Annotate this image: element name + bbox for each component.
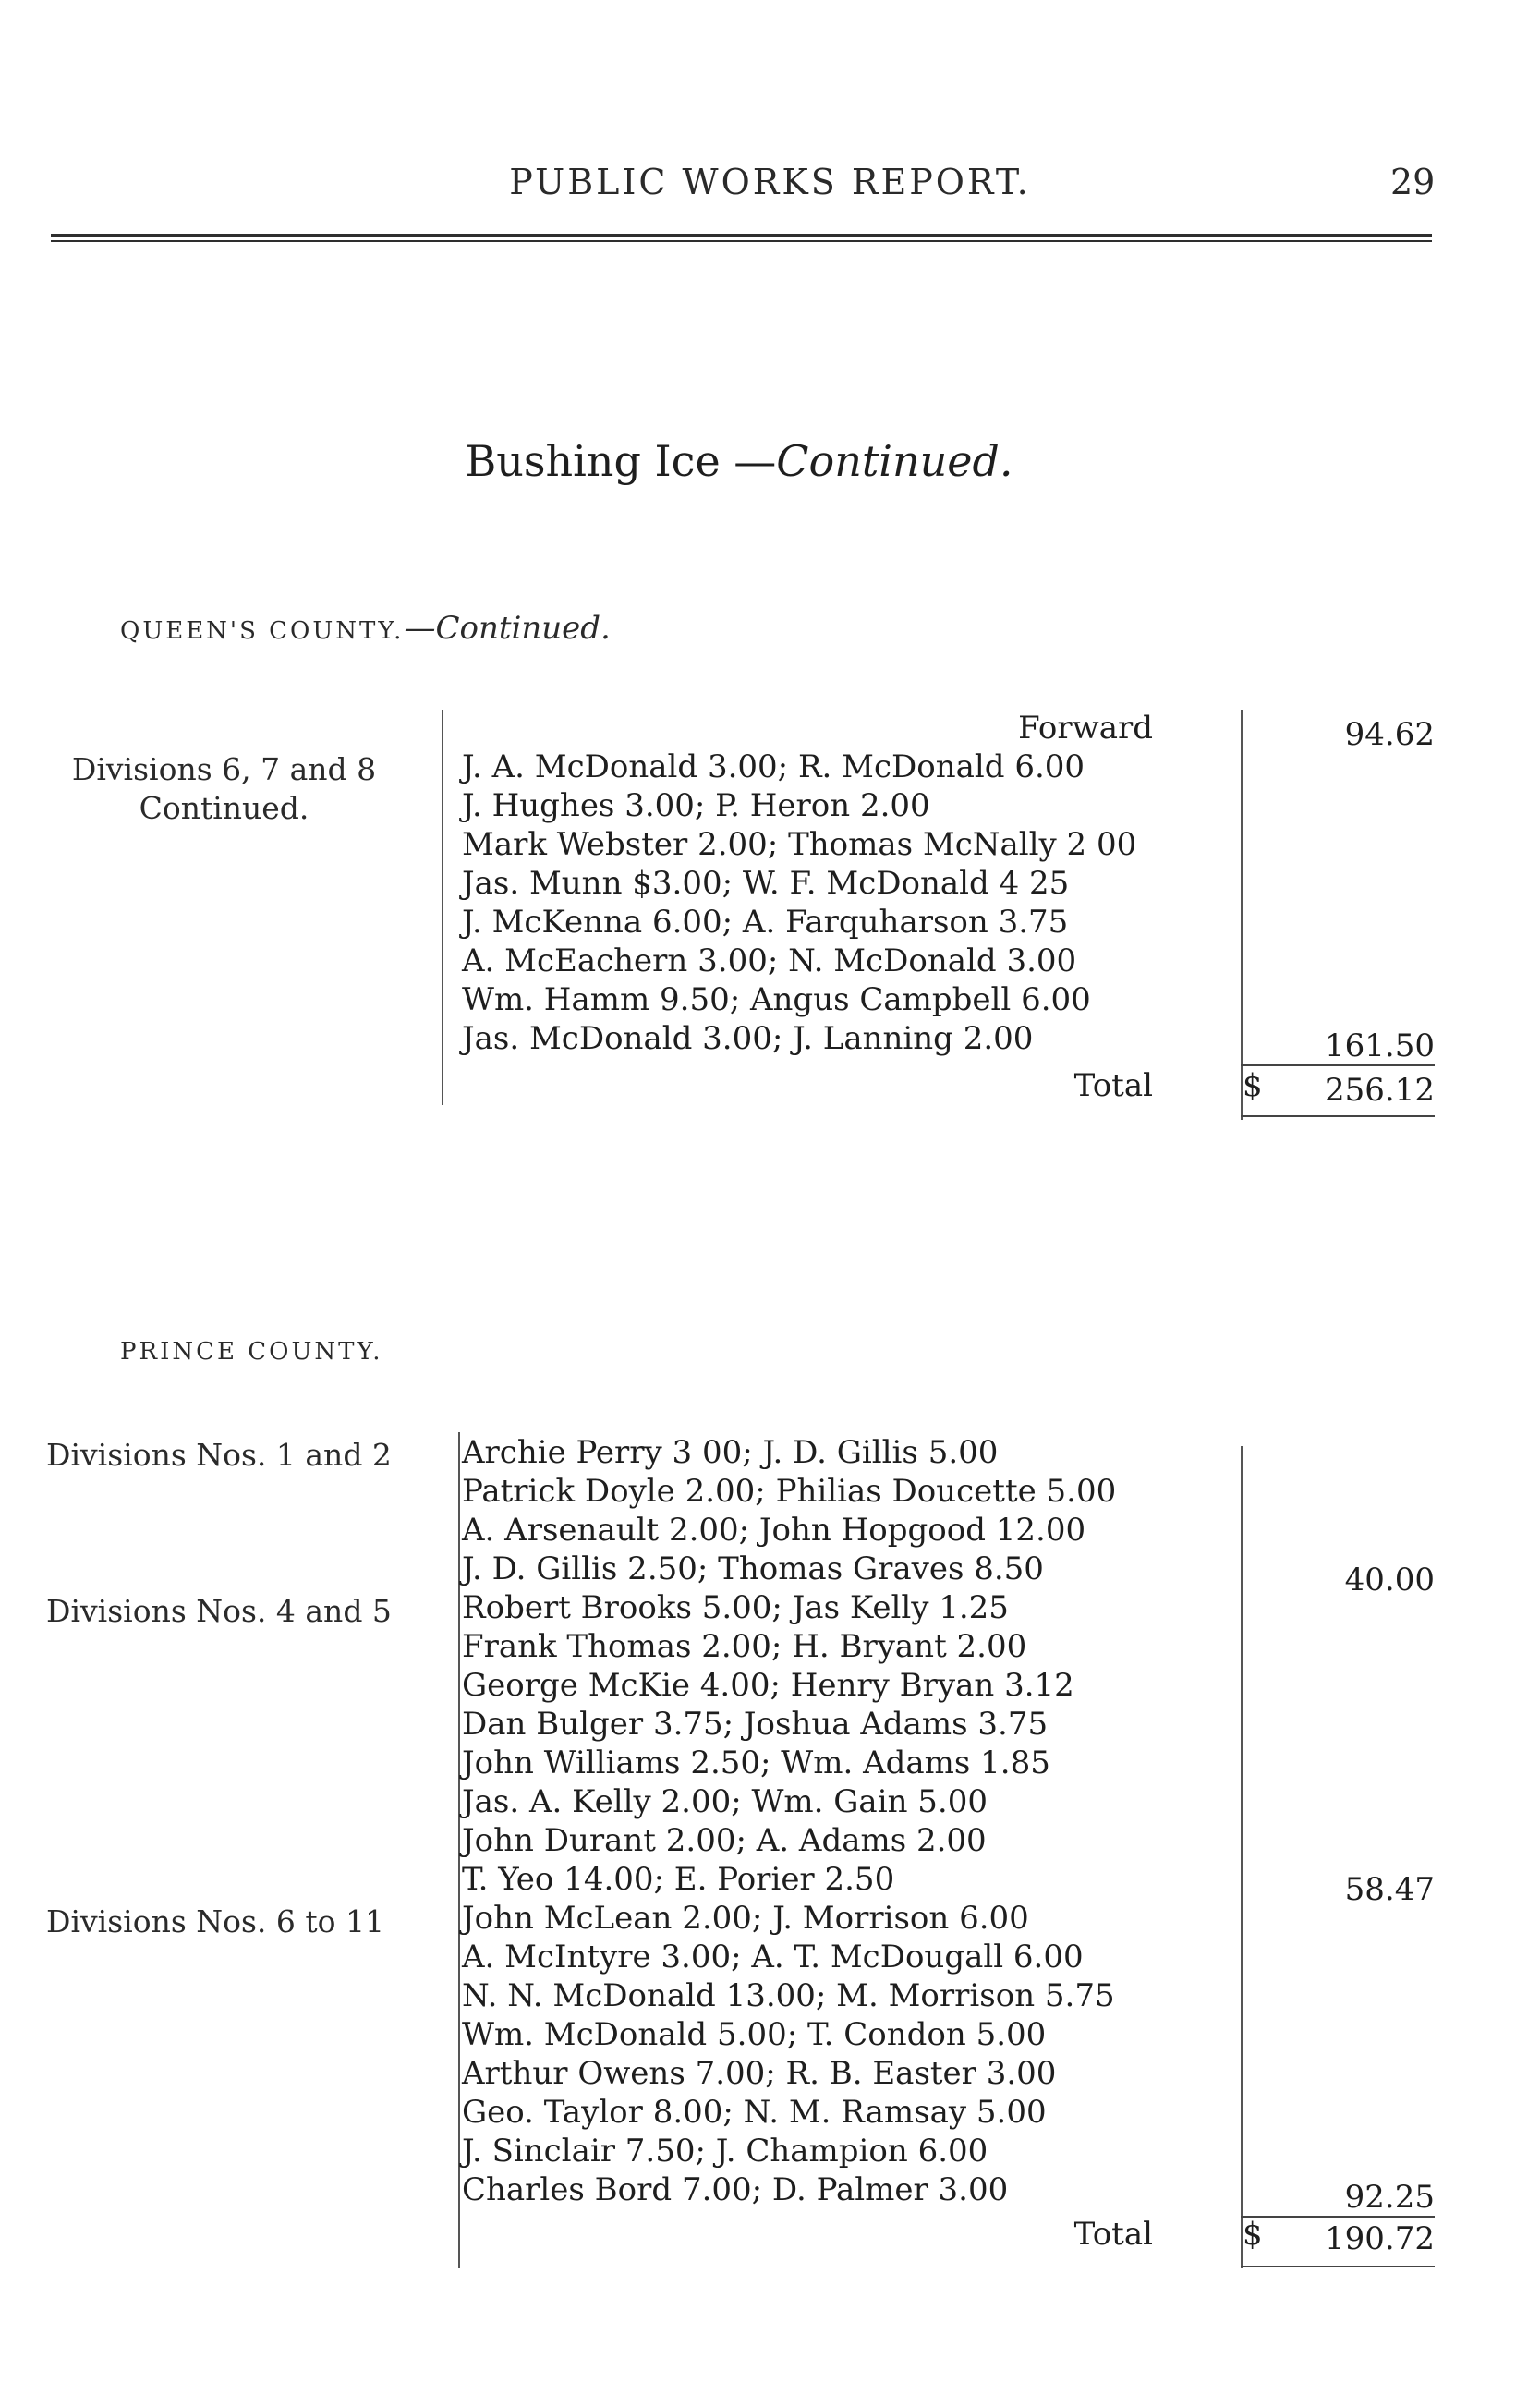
entry-line: Jas. Munn $3.00; W. F. McDonald 4 25: [462, 865, 1070, 902]
entry-line: John Durant 2.00; A. Adams 2.00: [462, 1822, 987, 1859]
queens-subtotal: 161.50: [1325, 1027, 1435, 1064]
queens-forward-label: Forward: [1018, 710, 1153, 747]
entry-line: Geo. Taylor 8.00; N. M. Ramsay 5.00: [462, 2094, 1047, 2131]
queens-total-currency: $: [1243, 1067, 1263, 1104]
entry-line: J. McKenna 6.00; A. Farquharson 3.75: [462, 904, 1069, 941]
entry-line: T. Yeo 14.00; E. Porier 2.50: [462, 1861, 895, 1898]
prince-amount-rule: [1241, 1446, 1243, 2268]
queens-left-rule: [442, 710, 443, 1105]
entry-line: Frank Thomas 2.00; H. Bryant 2.00: [462, 1628, 1027, 1665]
section-dash: —: [734, 436, 777, 486]
entry-line: A. McIntyre 3.00; A. T. McDougall 6.00: [462, 1939, 1084, 1975]
entry-line: Archie Perry 3 00; J. D. Gillis 5.00: [462, 1434, 999, 1471]
queens-division-label: [46, 750, 402, 828]
queens-amount-rule: [1241, 710, 1243, 1120]
prince-total-rule: [1241, 2266, 1435, 2267]
entry-line: Patrick Doyle 2.00; Philias Doucette 5.00: [462, 1473, 1117, 1510]
prince-division-label-2: Divisions Nos. 4 and 5: [46, 1593, 392, 1629]
prince-subtotal-1: 40.00: [1344, 1562, 1435, 1599]
queens-total-amount: 256.12: [1325, 1072, 1435, 1109]
entry-line: N. N. McDonald 13.00; M. Morrison 5.75: [462, 1977, 1115, 2014]
entry-line: A. Arsenault 2.00; John Hopgood 12.00: [462, 1512, 1086, 1549]
prince-division-label-3: Divisions Nos. 6 to 11: [46, 1903, 384, 1939]
entry-line: Charles Bord 7.00; D. Palmer 3.00: [462, 2171, 1009, 2208]
queens-forward-amount: 94.62: [1344, 716, 1435, 753]
entry-line: Arthur Owens 7.00; R. B. Easter 3.00: [462, 2055, 1057, 2092]
entry-line: J. A. McDonald 3.00; R. McDonald 6.00: [462, 748, 1085, 785]
queens-total-label: Total: [1073, 1067, 1153, 1104]
entry-line: Dan Bulger 3.75; Joshua Adams 3.75: [462, 1706, 1049, 1743]
prince-total-label: Total: [1073, 2216, 1153, 2253]
entry-line: J. Sinclair 7.50; J. Champion 6.00: [462, 2133, 988, 2170]
queens-division-label-line2: Continued.: [139, 790, 309, 826]
header-rule-top: [51, 234, 1432, 237]
entry-line: John Williams 2.50; Wm. Adams 1.85: [462, 1744, 1050, 1781]
entry-line: A. McEachern 3.00; N. McDonald 3.00: [462, 942, 1077, 979]
section-heading: [0, 436, 1478, 486]
prince-subtotal-rule: [1241, 2216, 1435, 2218]
running-head: PUBLIC WORKS REPORT.: [509, 162, 1031, 202]
entry-line: J. D. Gillis 2.50; Thomas Graves 8.50: [462, 1550, 1044, 1587]
section-continued: Continued.: [776, 436, 1013, 486]
queens-county-heading: [120, 610, 611, 647]
page-number: 29: [1390, 162, 1436, 202]
queens-division-label-line1: Divisions 6, 7 and 8: [71, 751, 377, 787]
prince-subtotal-3: 92.25: [1344, 2179, 1435, 2216]
queens-county-continued: —Continued.: [404, 610, 611, 647]
prince-left-rule: [458, 1432, 460, 2268]
prince-subtotal-2: 58.47: [1344, 1871, 1435, 1908]
entry-line: Jas. McDonald 3.00; J. Lanning 2.00: [462, 1020, 1034, 1057]
entry-line: J. Hughes 3.00; P. Heron 2.00: [462, 787, 930, 824]
entry-line: Jas. A. Kelly 2.00; Wm. Gain 5.00: [462, 1783, 988, 1820]
queens-total-rule: [1241, 1115, 1435, 1117]
prince-county-heading: PRINCE COUNTY.: [120, 1338, 383, 1366]
section-title: Bushing Ice: [465, 436, 721, 486]
entry-line: Wm. Hamm 9.50; Angus Campbell 6.00: [462, 981, 1091, 1018]
entry-line: George McKie 4.00; Henry Bryan 3.12: [462, 1667, 1074, 1704]
header-rule-bottom: [51, 240, 1432, 242]
queens-subtotal-rule: [1241, 1064, 1435, 1066]
prince-total-amount: 190.72: [1325, 2220, 1435, 2257]
entry-line: Robert Brooks 5.00; Jas Kelly 1.25: [462, 1589, 1009, 1626]
entry-line: Wm. McDonald 5.00; T. Condon 5.00: [462, 2016, 1047, 2053]
entry-line: Mark Webster 2.00; Thomas McNally 2 00: [462, 826, 1137, 863]
entry-line: John McLean 2.00; J. Morrison 6.00: [462, 1900, 1029, 1937]
prince-total-currency: $: [1243, 2216, 1263, 2253]
queens-county-name: QUEEN'S COUNTY.: [120, 617, 405, 645]
prince-division-label-1: Divisions Nos. 1 and 2: [46, 1437, 392, 1473]
